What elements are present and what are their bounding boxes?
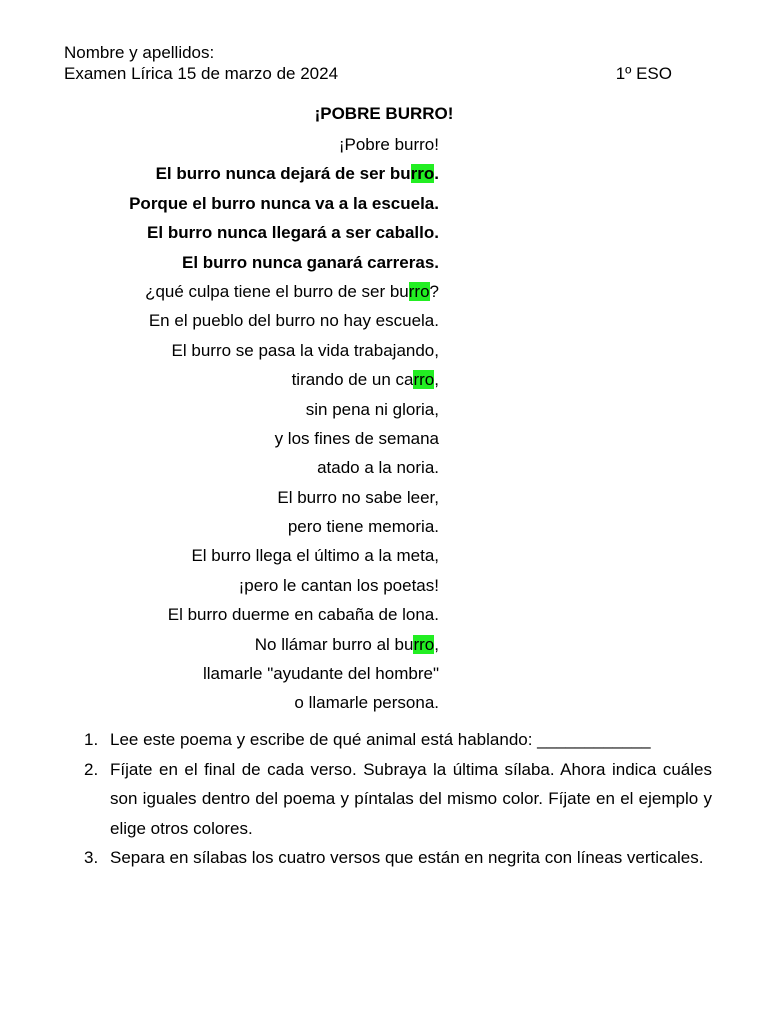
poem-verse [80, 453, 439, 482]
verse-text: ¡Pobre burro! [338, 135, 439, 154]
verse-text: ¡pero le cantan los poetas! [238, 575, 439, 595]
rhyme-highlight: rro [408, 281, 430, 301]
poem-verse [80, 659, 439, 688]
poem-verse [80, 336, 439, 365]
question-number: 2. [84, 759, 99, 779]
poem-verse [80, 541, 439, 570]
question-list [84, 725, 712, 873]
verse-text: El burro se pasa la vida trabajando, [171, 340, 439, 360]
verse-text: y los fines de semana [274, 428, 439, 448]
poem-verse [80, 395, 439, 424]
poem-verse [80, 248, 439, 277]
poem-verse [80, 365, 439, 394]
verse-text: En el pueblo del burro no hay escuela. [148, 311, 439, 331]
poem-body [80, 130, 439, 718]
poem-verse [80, 630, 439, 659]
poem-verse [80, 571, 439, 600]
question-item [84, 843, 712, 873]
question-item [84, 725, 712, 755]
verse-text: . [434, 164, 439, 184]
verse-text: El burro nunca llegará a ser caballo. [147, 223, 439, 243]
poem-verse [80, 159, 439, 188]
verse-text: , [434, 634, 439, 654]
verse-text: , [434, 370, 439, 390]
question-number: 3. [84, 848, 99, 867]
poem-title: ¡POBRE BURRO! [314, 104, 454, 123]
verse-text: tirando de un ca [291, 370, 414, 390]
verse-text: ? [429, 281, 439, 301]
verse-text: sin pena ni gloria, [305, 399, 439, 419]
question-text: Lee este poema y escribe de qué animal está hablando: ____________ [110, 730, 651, 749]
poem-verse [80, 483, 439, 512]
verse-text: No llámar burro al bu [254, 634, 414, 654]
poem-verse [80, 130, 439, 159]
verse-text: El burro nunca ganará carreras. [182, 252, 439, 272]
poem-verse [80, 512, 439, 541]
poem-verse [80, 189, 439, 218]
verse-text: El burro llega el último a la meta, [191, 546, 439, 566]
document-header [64, 42, 672, 84]
verse-text: El burro duerme en cabaña de lona. [167, 605, 439, 625]
rhyme-highlight: rro [413, 634, 435, 654]
verse-text: El burro no sabe leer, [277, 487, 439, 507]
verse-text: llamarle "ayudante del hombre" [202, 664, 439, 684]
verse-text: pero tiene memoria. [287, 517, 439, 537]
question-text: Fíjate en el final de cada verso. Subraya la última sílaba. Ahora indica cuáles son iguales dentro del poema y píntalas del mismo color. Fíjate en el ejemplo y elige otros colores. [110, 759, 712, 838]
exam-line: Examen Lírica 15 de marzo de 2024 [64, 64, 339, 83]
poem-verse [80, 424, 439, 453]
rhyme-highlight: rro [410, 164, 435, 184]
question-text: Separa en sílabas los cuatro versos que están en negrita con líneas verticales. [110, 848, 704, 867]
poem-verse [80, 306, 439, 335]
poem-verse [80, 277, 439, 306]
rhyme-highlight: rro [413, 370, 435, 390]
poem-verse [80, 688, 439, 717]
verse-text: Porque el burro nunca va a la escuela. [129, 193, 439, 213]
verse-text: atado a la noria. [317, 458, 439, 478]
question-item [84, 755, 712, 844]
poem-verse [80, 600, 439, 629]
exam-info-row [64, 63, 672, 84]
name-label: Nombre y apellidos: [64, 43, 215, 62]
course-label: 1º ESO [615, 64, 672, 83]
verse-text: El burro nunca dejará de ser bu [155, 164, 411, 184]
poem-verse [80, 218, 439, 247]
verse-text: ¿qué culpa tiene el burro de ser bu [145, 281, 409, 301]
verse-text: o llamarle persona. [294, 693, 439, 713]
question-number: 1. [84, 730, 99, 749]
